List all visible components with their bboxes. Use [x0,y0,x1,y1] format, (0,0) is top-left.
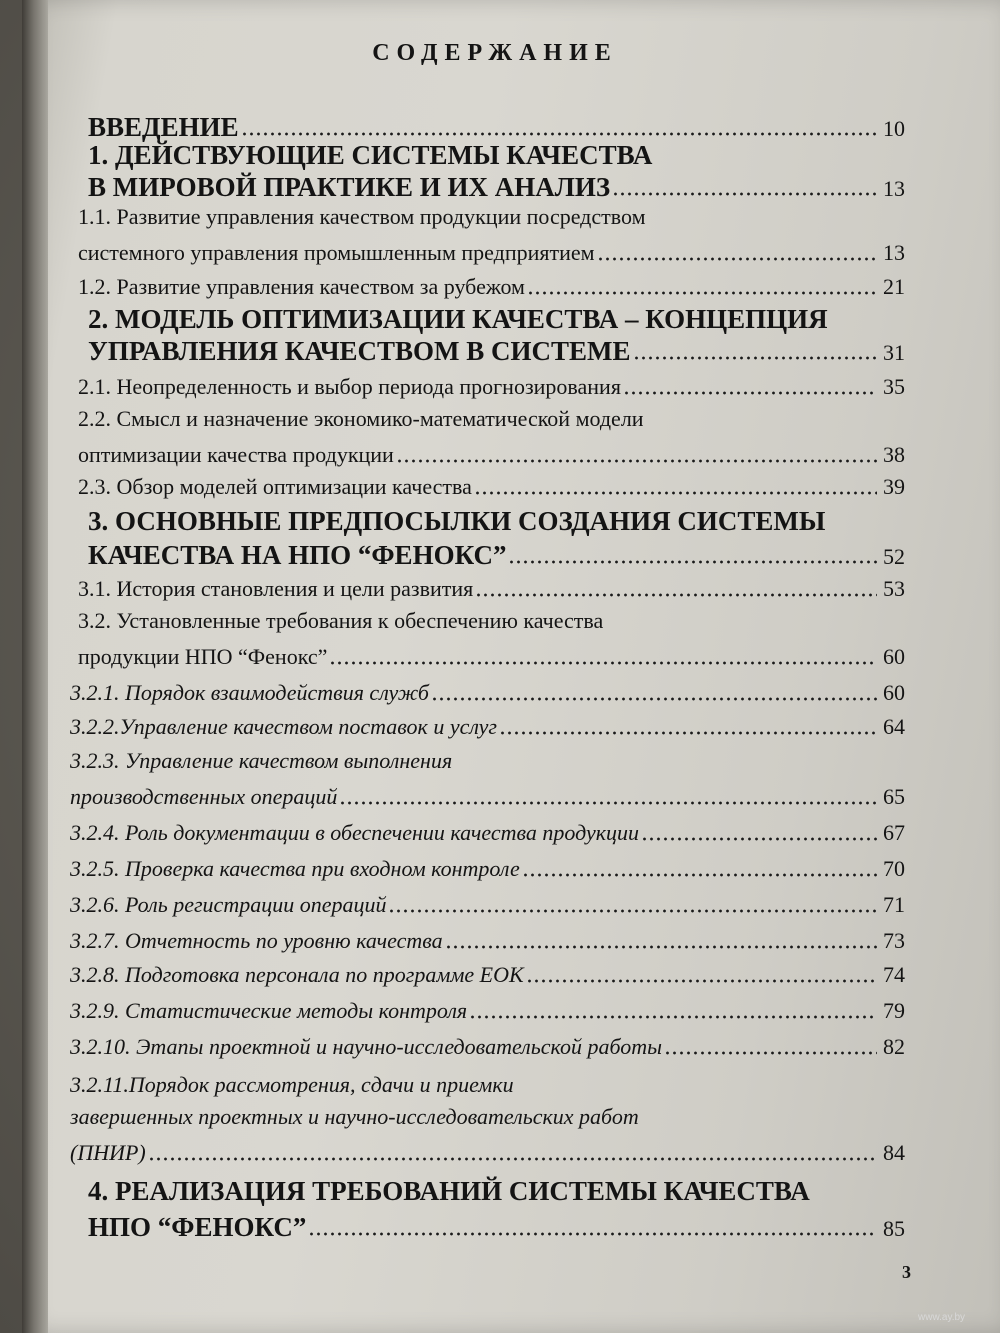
dot-leader [633,356,877,360]
dot-leader [527,291,877,295]
toc-entry-page: 71 [883,892,905,917]
toc-entry [78,274,905,300]
toc-entry-page: 85 [883,1216,905,1241]
toc-entry [78,204,905,230]
toc-entry-title: 1.2. Развитие управления качеством за рубежом [78,274,525,299]
toc-entry [70,748,905,774]
toc-entry [78,442,905,468]
toc-entry-page: 60 [883,644,905,669]
toc-entry-title: 1. ДЕЙСТВУЮЩИЕ СИСТЕМЫ КАЧЕСТВА [88,140,653,170]
dot-leader [148,1157,877,1161]
toc-entry-page: 52 [883,544,905,569]
toc-entry-title: 3.2.7. Отчетность по уровню качества [70,928,443,953]
toc-entry-title: (ПНИР) [70,1140,146,1165]
toc-entry-page: 82 [883,1034,905,1059]
toc-entry [88,304,905,335]
toc-entry-title: 3.2.8. Подготовка персонала по программе ЕОК [70,962,524,987]
toc-entry-page: 13 [883,176,905,201]
dot-leader [526,979,877,983]
toc-entry [78,474,905,500]
toc-entry [70,962,905,988]
toc-entry-page: 21 [883,274,905,299]
toc-entry-title: производственных операций [70,784,338,809]
toc-entry-page: 70 [883,856,905,881]
dot-leader [474,491,877,495]
toc-entry-page: 39 [883,474,905,499]
toc-entry-title: 4. РЕАЛИЗАЦИЯ ТРЕБОВАНИЙ СИСТЕМЫ КАЧЕСТВА [88,1176,810,1206]
dot-leader [612,192,877,196]
toc-entry-title: 3.2.1. Порядок взаимодействия служб [70,680,429,705]
toc-entry [88,506,905,537]
toc-entry-title: 3.1. История становления и цели развития [78,576,474,601]
toc-entry-page: 13 [883,240,905,265]
toc-entry-title: системного управления промышленным предприятием [78,240,595,265]
toc-entry [88,540,905,571]
toc-entry [70,892,905,918]
dot-leader [339,801,877,805]
dot-leader [522,873,877,877]
toc-entry-page: 53 [883,576,905,601]
toc-entry [78,576,905,602]
toc-entry-title: НПО “ФЕНОКС” [88,1212,307,1242]
dot-leader [508,560,877,564]
toc-entry-page: 65 [883,784,905,809]
toc-entry-title: завершенных проектных и научно-исследовательских работ [70,1104,639,1129]
toc-entry-title: 3.2.2.Управление качеством поставок и услуг [70,714,498,739]
toc-entry-title: КАЧЕСТВА НА НПО “ФЕНОКС” [88,540,507,570]
toc-entry-page: 84 [883,1140,905,1165]
watermark: www.ay.by [918,1312,966,1323]
toc-entry-title: 3.2.10. Этапы проектной и научно-исследовательской работы [70,1034,663,1059]
toc-entry [70,714,905,740]
toc-entry-title: 3.2.4. Роль документации в обеспечении качества продукции [70,820,640,845]
dot-leader [469,1015,877,1019]
toc-entry [78,374,905,400]
dot-leader [623,391,877,395]
toc-entry-page: 10 [883,116,905,141]
toc-entry [78,644,905,670]
toc-entry [88,1176,905,1207]
toc-entry [78,608,905,634]
dot-leader [431,697,877,701]
toc-entry-page: 79 [883,998,905,1023]
toc-entry [70,820,905,846]
toc-entry-title: 2. МОДЕЛЬ ОПТИМИЗАЦИИ КАЧЕСТВА – КОНЦЕПЦИЯ [88,304,828,334]
toc-entry-title: ВВЕДЕНИЕ [88,112,239,142]
toc-entry-page: 67 [883,820,905,845]
dot-leader [475,593,877,597]
dot-leader [641,837,877,841]
dot-leader [308,1232,877,1236]
toc-entry [70,856,905,882]
dot-leader [241,132,877,136]
toc-entry-title: 3.2.11.Порядок рассмотрения, сдачи и приемки [70,1072,514,1097]
toc-entry-page: 35 [883,374,905,399]
toc-entry [88,336,905,367]
toc-entry-title: УПРАВЛЕНИЯ КАЧЕСТВОМ В СИСТЕМЕ [88,336,631,366]
toc-entry [88,140,905,171]
toc-entry-title: 3. ОСНОВНЫЕ ПРЕДПОСЫЛКИ СОЗДАНИЯ СИСТЕМЫ [88,506,826,536]
dot-leader [445,945,877,949]
toc-heading: СОДЕРЖАНИЕ [372,40,618,66]
toc-entry [70,784,905,810]
dot-leader [499,731,877,735]
dot-leader [329,661,877,665]
toc-entry-title: 3.2.3. Управление качеством выполнения [70,748,453,773]
toc-entry-page: 73 [883,928,905,953]
toc-entry [70,998,905,1024]
toc-entry-title: 3.2. Установленные требования к обеспечению качества [78,608,604,633]
toc-entry-page: 64 [883,714,905,739]
toc-entry-title: 2.2. Смысл и назначение экономико-математической модели [78,406,644,431]
toc-entry [88,172,905,203]
toc-entry [70,928,905,954]
toc-entry-page: 38 [883,442,905,467]
dot-leader [597,257,877,261]
toc-entry-title: 2.3. Обзор моделей оптимизации качества [78,474,472,499]
toc-entry [78,406,905,432]
toc-entry [70,1104,905,1130]
toc-entry-title: 1.1. Развитие управления качеством продукции посредством [78,204,646,229]
dot-leader [664,1051,877,1055]
toc-entry-title: 2.1. Неопределенность и выбор периода прогнозирования [78,374,621,399]
toc-entry-title: продукции НПО “Фенокс” [78,644,328,669]
toc-entry [70,1072,905,1098]
toc-entry [88,112,905,143]
toc-entry [88,1212,905,1243]
toc-entry-page: 60 [883,680,905,705]
dot-leader [396,459,877,463]
toc-entry-page: 74 [883,962,905,987]
toc-entry [70,1140,905,1166]
page-number: 3 [902,1262,911,1282]
toc-entry-title: оптимизации качества продукции [78,442,394,467]
toc-entry [78,240,905,266]
toc-entry-title: 3.2.6. Роль регистрации операций [70,892,387,917]
dot-leader [388,909,877,913]
toc-entry-title: 3.2.9. Статистические методы контроля [70,998,468,1023]
toc-entry-title: В МИРОВОЙ ПРАКТИКЕ И ИХ АНАЛИЗ [88,172,611,202]
toc-entry-page: 31 [883,340,905,365]
toc-entry-title: 3.2.5. Проверка качества при входном контроле [70,856,520,881]
toc-entry [70,680,905,706]
toc-entry [70,1034,905,1060]
